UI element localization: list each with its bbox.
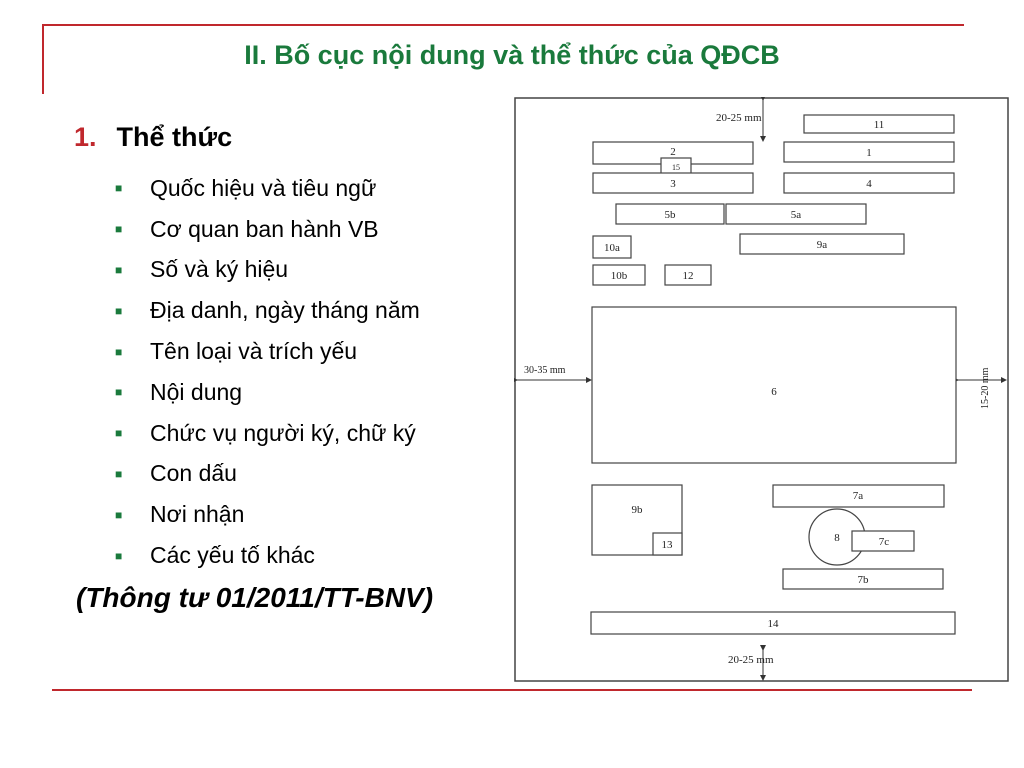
square-bullet-icon: ■ xyxy=(115,466,123,481)
box-label-5a: 5a xyxy=(790,209,802,221)
bullet-item: ■ Số và ký hiệu xyxy=(115,256,289,283)
bullet-item: ■ Nội dung xyxy=(115,378,243,405)
box-label-7c: 7c xyxy=(878,536,890,548)
box-label-14: 14 xyxy=(767,618,779,630)
box-label-7b: 7b xyxy=(857,574,869,586)
square-bullet-icon: ■ xyxy=(115,344,123,359)
square-bullet-icon: ■ xyxy=(115,426,123,441)
document-layout-diagram xyxy=(514,97,1010,683)
box-label-7a: 7a xyxy=(852,490,864,502)
square-bullet-icon: ■ xyxy=(115,181,123,196)
source-citation: (Thông tư 01/2011/TT-BNV) xyxy=(76,582,434,613)
box-label-6: 6 xyxy=(771,386,777,398)
box-label-5b: 5b xyxy=(664,209,676,221)
bullet-item: ■ Nơi nhận xyxy=(115,501,245,528)
box-label-15: 15 xyxy=(672,163,680,172)
bullet-item: ■ Tên loại và trích yếu xyxy=(115,338,358,365)
right-margin-label: 15-20 mm xyxy=(980,367,991,409)
box-label-10b: 10b xyxy=(610,270,628,282)
section-heading xyxy=(74,122,232,153)
box-label-1: 1 xyxy=(866,147,872,159)
bullet-item: ■ Cơ quan ban hành VB xyxy=(115,215,379,242)
slide-title: II. Bố cục nội dung và thể thức của QĐCB xyxy=(244,40,780,70)
bullet-item: ■ Quốc hiệu và tiêu ngữ xyxy=(115,174,377,201)
square-bullet-icon: ■ xyxy=(115,222,123,237)
section-heading-text: Thể thức xyxy=(116,122,233,152)
bullet-item: ■ Địa danh, ngày tháng năm xyxy=(115,297,420,324)
box-label-13: 13 xyxy=(661,539,673,551)
top-margin-label: 20-25 mm xyxy=(716,112,762,124)
box-label-11: 11 xyxy=(873,119,885,131)
frame-bottom-rule xyxy=(52,689,972,691)
bullet-list xyxy=(115,168,420,576)
section-number: 1. xyxy=(74,122,97,152)
box-label-2: 2 xyxy=(670,146,676,158)
frame-top-rule xyxy=(42,24,964,26)
bullet-item: ■ Con dấu xyxy=(115,460,237,487)
box-label-9b: 9b xyxy=(631,504,643,516)
bullet-item: ■ Các yếu tố khác xyxy=(115,542,315,569)
bullet-item: ■ Chức vụ người ký, chữ ký xyxy=(115,419,416,446)
square-bullet-icon: ■ xyxy=(115,385,123,400)
box-label-4: 4 xyxy=(866,178,872,190)
element-box-6 xyxy=(592,307,956,463)
square-bullet-icon: ■ xyxy=(115,303,123,318)
square-bullet-icon: ■ xyxy=(115,507,123,522)
left-margin-label: 30-35 mm xyxy=(524,365,566,376)
box-label-12: 12 xyxy=(682,270,694,282)
bottom-margin-label: 20-25 mm xyxy=(728,654,774,666)
square-bullet-icon: ■ xyxy=(115,548,123,563)
square-bullet-icon: ■ xyxy=(115,262,123,277)
box-label-9a: 9a xyxy=(816,239,828,251)
box-label-3: 3 xyxy=(670,178,676,190)
box-label-8: 8 xyxy=(834,532,840,544)
box-label-10a: 10a xyxy=(604,242,620,254)
